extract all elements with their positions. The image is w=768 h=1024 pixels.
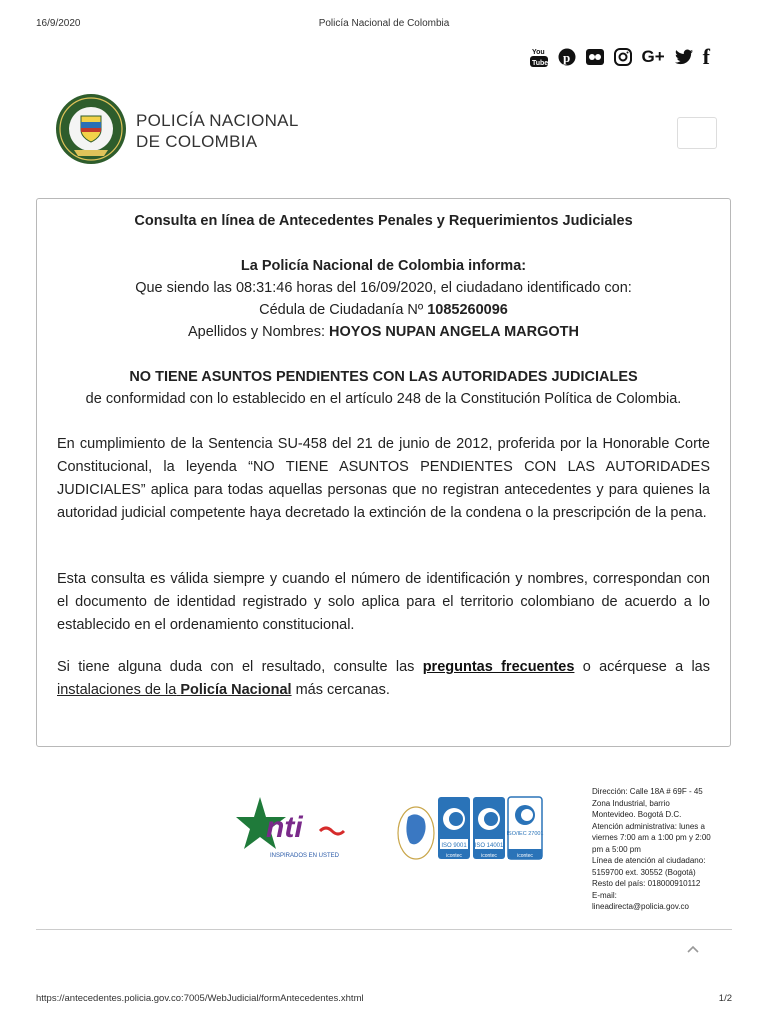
mti-tagline: INSPIRADOS EN USTED bbox=[270, 853, 340, 859]
social-links bbox=[530, 46, 710, 68]
informa-heading: La Policía Nacional de Colombia informa: bbox=[240, 258, 527, 274]
cert-iso-9001 bbox=[438, 797, 470, 859]
cedula-number: 1085260096 bbox=[427, 302, 508, 318]
paragraph-sentencia: En cumplimiento de la Sentencia SU-458 del 21 de junio de 2012, proferida por la Honorable Corte Constitucional, la leyenda “NO TIENE ASUNTOS PENDIENTES CON LAS AUTORIDADES JUDICIALES” aplica para todas aquellas personas que no registran antecedentes y para quienes la autoridad judicial competente haya decretado la extinción de la condena o la prescripción de la pena. bbox=[57, 436, 710, 521]
svg-text:Tube: Tube bbox=[531, 60, 548, 67]
icontec-label-2: icontec bbox=[481, 853, 497, 859]
facilities-link-text: instalaciones de la bbox=[57, 682, 177, 698]
paragraph-validez: Esta consulta es válida siempre y cuando el número de identificación y nombres, correspondan con el documento de identidad registrado y solo aplica para el territorio colombiano de acuerdo a lo establecido en el ordenamiento constitucional. bbox=[57, 571, 710, 633]
print-page-number: 1/2 bbox=[718, 993, 732, 1004]
print-url: https://antecedentes.policia.gov.co:7005/WebJudicial/formAntecedentes.xhtml bbox=[36, 993, 364, 1004]
print-footer bbox=[36, 993, 732, 1004]
names-label: Apellidos y Nombres: bbox=[187, 324, 325, 340]
phone-line: Línea de atención al ciudadano: bbox=[592, 856, 706, 865]
svg-text:nti: nti bbox=[266, 811, 303, 844]
status-heading: NO TIENE ASUNTOS PENDIENTES CON LAS AUTORIDADES JUDICIALES bbox=[129, 369, 638, 385]
cert-iso-27001 bbox=[507, 797, 544, 859]
icontec-label-3: icontec bbox=[517, 853, 533, 859]
dudas-text-b: o acérquese a las bbox=[582, 659, 711, 675]
flickr-icon[interactable] bbox=[586, 48, 604, 66]
card-title: Consulta en línea de Antecedentes Penales y Requerimientos Judiciales bbox=[134, 213, 633, 229]
phone-line: 5159700 ext. 30552 (Bogotá) bbox=[592, 867, 696, 877]
facilities-link-bold: Policía Nacional bbox=[180, 682, 292, 698]
twitter-icon[interactable] bbox=[675, 49, 693, 65]
cert-label-14001: ISO 14001 bbox=[474, 843, 504, 849]
brand-line-1: POLICÍA NACIONAL bbox=[136, 111, 299, 130]
address-line: Dirección: Calle 18A # 69F - 45 bbox=[592, 787, 703, 796]
print-title: Policía Nacional de Colombia bbox=[318, 18, 450, 29]
address-line: Montevideo. Bogotá D.C. bbox=[592, 810, 682, 819]
menu-button[interactable] bbox=[677, 117, 717, 149]
dudas-text-a: Si tiene alguna duda con el resultado, consulte las bbox=[57, 659, 415, 675]
names-line bbox=[37, 324, 730, 340]
email-link[interactable]: lineadirecta@policia.gov.co bbox=[592, 902, 689, 911]
status-subtext: de conformidad con lo establecido en el artículo 248 de la Constitución Política de Colombia. bbox=[85, 391, 682, 407]
contact-info bbox=[592, 786, 722, 913]
email-label: E-mail: bbox=[592, 890, 617, 900]
certifications-logos bbox=[396, 795, 546, 875]
mti-logo bbox=[236, 795, 346, 865]
chevron-up-icon[interactable] bbox=[686, 944, 700, 954]
svg-text:You: You bbox=[531, 49, 545, 56]
print-date: 16/9/2020 bbox=[36, 18, 81, 29]
cert-label-27001: ISO/IEC 27001 bbox=[506, 831, 544, 837]
result-card bbox=[36, 198, 731, 747]
brand-line-2: DE COLOMBIA bbox=[136, 132, 258, 151]
dudas-text-c: más cercanas. bbox=[295, 682, 390, 698]
footer-divider bbox=[36, 929, 732, 930]
names-value: HOYOS NUPAN ANGELA MARGOTH bbox=[329, 324, 580, 340]
cedula-line bbox=[37, 302, 730, 318]
police-shield-logo[interactable] bbox=[54, 92, 128, 166]
icontec-label-1: icontec bbox=[446, 853, 462, 859]
cert-iso-14001 bbox=[473, 797, 505, 859]
address-line: Zona Industrial, barrio bbox=[592, 798, 670, 808]
facilities-link[interactable] bbox=[57, 682, 292, 698]
googleplus-icon[interactable]: G+ bbox=[641, 47, 665, 66]
hours-line: viernes 7:00 am a 1:00 pm y 2:00 bbox=[592, 833, 711, 842]
phone-line: Resto del país: 018000910112 bbox=[592, 879, 701, 888]
hours-line: Atención administrativa: lunes a bbox=[592, 821, 705, 831]
paragraph-dudas bbox=[57, 656, 710, 702]
cert-label-9001: ISO 9001 bbox=[441, 843, 467, 849]
brand-name bbox=[136, 110, 299, 152]
faq-link[interactable]: preguntas frecuentes bbox=[422, 659, 575, 675]
facebook-icon[interactable]: f bbox=[702, 44, 710, 69]
cedula-label: Cédula de Ciudadanía Nº bbox=[259, 302, 424, 318]
time-line: Que siendo las 08:31:46 horas del 16/09/2020, el ciudadano identificado con: bbox=[135, 280, 632, 296]
pinterest-icon[interactable] bbox=[558, 48, 576, 66]
youtube-icon[interactable] bbox=[530, 46, 548, 68]
instagram-icon[interactable] bbox=[614, 48, 632, 66]
svg-text:p: p bbox=[562, 50, 570, 65]
hours-line: pm a 5:00 pm bbox=[592, 844, 641, 854]
